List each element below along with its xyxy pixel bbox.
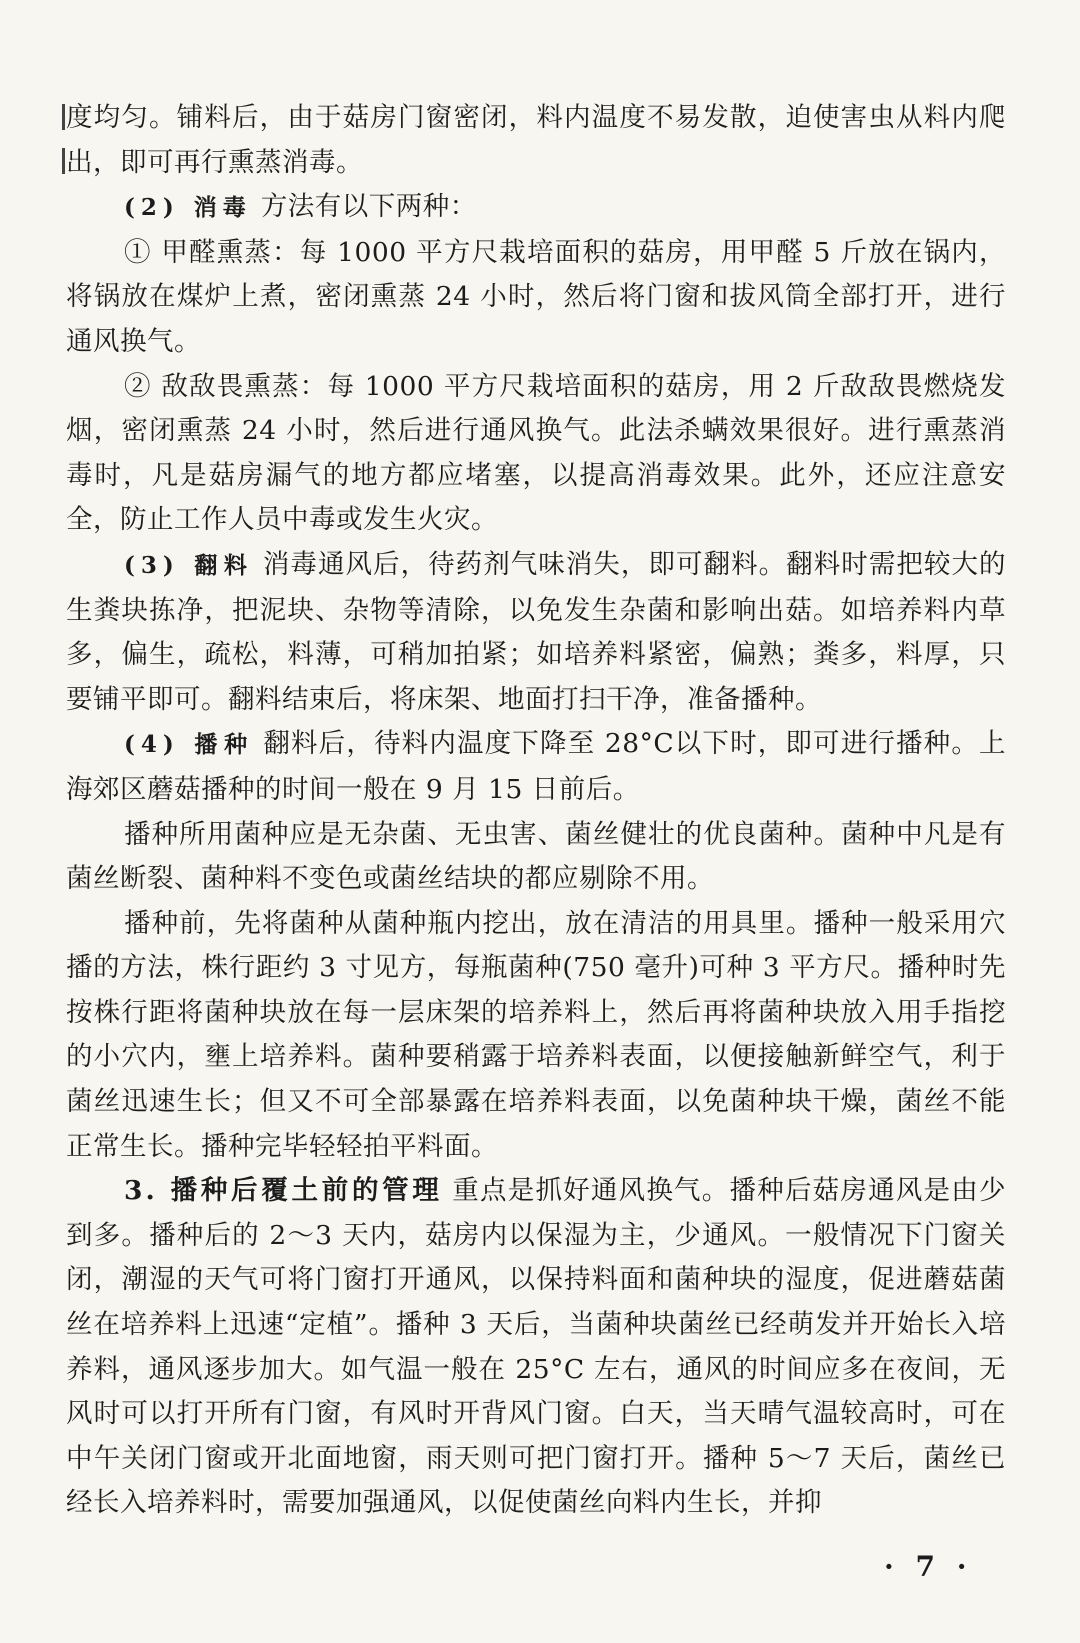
paragraph-dichlorvos — [66, 365, 1006, 543]
paragraph-sowing-method — [66, 902, 1006, 1170]
paragraph-text: 播种前，先将菌种从菌种瓶内挖出，放在清洁的用具里。播种一般采用穴播的方法，株行距约 3 寸见方，每瓶菌种(750 毫升)可种 3 平方尺。播种时先按株行距将菌种块放在每一层床架的培养料上，然后再将菌种块放入用手指挖的小穴内，壅上培养料。菌种要稍露于培养料表面，以便接触新鲜空气，利于菌丝迅速生长；但又不可全部暴露在培养料表面，以免菌种块干燥，菌丝不能正常生长。播种完毕轻轻拍平料面。 — [66, 907, 1006, 1162]
paragraph-text: 翻料后，待料内温度下降至 28°C以下时，即可进行播种。上海郊区蘑菇播种的时间一般在 9 月 15 日前后。 — [66, 728, 1007, 805]
paragraph-continuation — [66, 96, 1006, 185]
paragraph-turning — [66, 543, 1006, 722]
binding-mark — [62, 104, 65, 130]
paragraph-disinfection — [66, 185, 1006, 231]
page-number: · 7 · — [884, 1550, 973, 1583]
section-label: (2) 消毒 — [124, 194, 252, 222]
paragraph-text: 方法有以下两种： — [260, 191, 477, 223]
paragraph-spawn-quality — [66, 813, 1006, 902]
body-text — [66, 96, 1006, 1526]
paragraph-sowing — [66, 722, 1006, 812]
section-label: (4) 播种 — [124, 731, 254, 759]
binding-mark — [62, 148, 65, 174]
section-label: (3) 翻料 — [124, 551, 254, 579]
paragraph-text: 消毒通风后，待药剂气味消失，即可翻料。翻料时需把较大的生粪块拣净，把泥块、杂物等清除，以免发生杂菌和影响出菇。如培养料内草多，偏生，疏松，料薄，可稍加拍紧；如培养料紧密，偏熟；粪多，料厚，只要铺平即可。翻料结束后，将床架、地面打扫干净，准备播种。 — [66, 548, 1006, 715]
paragraph-management — [66, 1169, 1006, 1526]
paragraph-text: 度均匀。铺料后，由于菇房门窗密闭，料内温度不易发散，迫使害虫从料内爬出，即可再行熏蒸消毒。 — [66, 102, 1006, 178]
paragraph-text: 播种所用菌种应是无杂菌、无虫害、菌丝健壮的优良菌种。菌种中凡是有菌丝断裂、菌种料不变色或菌丝结块的都应剔除不用。 — [66, 818, 1006, 895]
paragraph-text: 重点是抓好通风换气。播种后菇房通风是由少到多。播种后的 2～3 天内，菇房内以保湿为主，少通风。一般情况下门窗关闭，潮湿的天气可将门窗打开通风，以保持料面和菌种块的湿度，促进蘑菇菌丝在培养料上迅速“定植”。播种 3 天后，当菌种块菌丝已经萌发并开始长入培养料，通风逐步加大。如气温一般在 25°C 左右，通风的时间应多在夜间，无风时可以打开所有门窗，有风时开背风门窗。白天，当天晴气温较高时，可在中午关闭门窗或开北面地窗，雨天则可把门窗打开。播种 5～7 天后，菌丝已经长入培养料时，需要加强通风，以促使菌丝向料内生长，并抑 — [66, 1175, 1007, 1519]
section-heading: 3. 播种后覆土前的管理 — [124, 1175, 443, 1207]
paragraph-text: ② 敌敌畏熏蒸：每 1000 平方尺栽培面积的菇房，用 2 斤敌敌畏燃烧发烟，密闭熏蒸 24 小时，然后进行通风换气。此法杀螨效果很好。进行熏蒸消毒时，凡是菇房漏气的地方都应堵塞，以提高消毒效果。此外，还应注意安全，防止工作人员中毒或发生火灾。 — [66, 370, 1006, 536]
paragraph-formaldehyde — [66, 231, 1006, 365]
paragraph-text: ① 甲醛熏蒸：每 1000 平方尺栽培面积的菇房，用甲醛 5 斤放在锅内，将锅放在煤炉上煮，密闭熏蒸 24 小时，然后将门窗和拔风筒全部打开，进行通风换气。 — [66, 236, 1006, 357]
